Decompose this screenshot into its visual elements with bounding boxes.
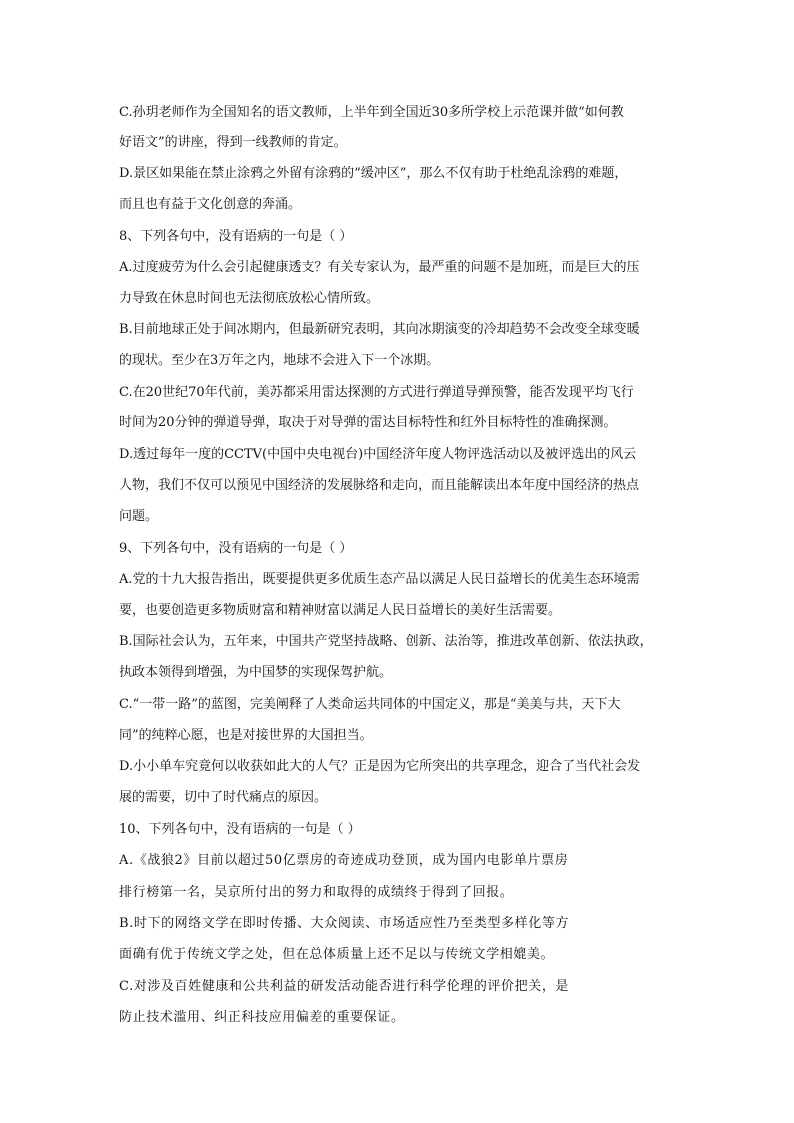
text-line: A.《战狼2》目前以超过50亿票房的奇迹成功登顶，成为国内电影单片票房 [119, 853, 569, 868]
text-line: C.在20世纪70年代前，美苏都采用雷达探测的方式进行弹道导弹预警，能否发现平均飞行 [119, 385, 634, 400]
text-line: 防止技术滥用、纠正科技应用偏差的重要保证。 [119, 1010, 405, 1025]
text-line: D.小小单车究竟何以收获如此大的人气？正是因为它所突出的共享理念，迎合了当代社会发 [119, 759, 641, 774]
text-line: B.时下的网络文学在即时传播、大众阅读、市场适应性乃至类型多样化等方 [119, 916, 570, 931]
text-line: 好语文”的讲座，得到一线教师的肯定。 [119, 135, 347, 150]
text-line: C.“一带一路”的蓝图，完美阐释了人类命运共同体的中国定义，那是“美美与共，天下大 [119, 697, 621, 712]
text-line: 而且也有益于文化创意的奔涌。 [119, 197, 302, 212]
question-heading: 8、下列各句中，没有语病的一句是（ ） [119, 229, 353, 244]
question-heading: 10、下列各句中，没有语病的一句是（ ） [119, 822, 361, 837]
text-line: D.景区如果能在禁止涂鸦之外留有涂鸦的“缓冲区”，那么不仅有助于杜绝乱涂鸦的难题， [119, 166, 628, 181]
question-heading: 9、下列各句中，没有语病的一句是（ ） [119, 541, 353, 556]
text-line: 时间为20分钟的弹道导弹，取决于对导弹的雷达目标特性和红外目标特性的准确探测。 [119, 415, 617, 430]
text-line: 力导致在休息时间也无法彻底放松心情所致。 [119, 291, 380, 306]
text-line: A.党的十九大报告指出，既要提供更多优质生态产品以满足人民日益增长的优美生态环境需 [119, 572, 640, 587]
text-line: 同”的纯粹心愿，也是对接世界的大国担当。 [119, 728, 373, 743]
text-line: B.国际社会认为，五年来，中国共产党坚持战略、创新、法治等，推进改革创新、依法执政， [119, 634, 653, 649]
text-line: 问题。 [119, 509, 159, 524]
text-line: C.孙玥老师作为全国知名的语文教师，上半年到全国近30多所学校上示范课并做“如何教 [119, 105, 624, 120]
text-line: 要，也要创造更多物质财富和精神财富以满足人民日益增长的美好生活需要。 [119, 603, 562, 618]
text-line: 人物，我们不仅可以预见中国经济的发展脉络和走向，而且能解读出本年度中国经济的热点 [119, 478, 640, 493]
text-line: A.过度疲劳为什么会引起健康透支？有关专家认为，最严重的问题不是加班，而是巨大的压 [119, 260, 640, 275]
text-line: 排行榜第一名，吴京所付出的努力和取得的成绩终于得到了回报。 [119, 885, 514, 900]
text-line: 执政本领得到增强，为中国梦的实现保驾护航。 [119, 665, 393, 680]
text-line: 展的需要，切中了时代痛点的原因。 [119, 790, 328, 805]
text-line: 的现状。至少在3万年之内，地球不会进入下一个冰期。 [119, 353, 440, 368]
text-line: 面确有优于传统文学之处，但在总体质量上还不足以与传统文学相媲美。 [119, 947, 555, 962]
text-line: D.透过每年一度的CCTV(中国中央电视台)中国经济年度人物评选活动以及被评选出的风云 [119, 447, 637, 462]
text-line: C.对涉及百姓健康和公共利益的研发活动能否进行科学伦理的评价把关，是 [119, 979, 570, 994]
text-line: B.目前地球正处于间冰期内，但最新研究表明，其向冰期演变的冷却趋势不会改变全球变暖 [119, 322, 640, 337]
